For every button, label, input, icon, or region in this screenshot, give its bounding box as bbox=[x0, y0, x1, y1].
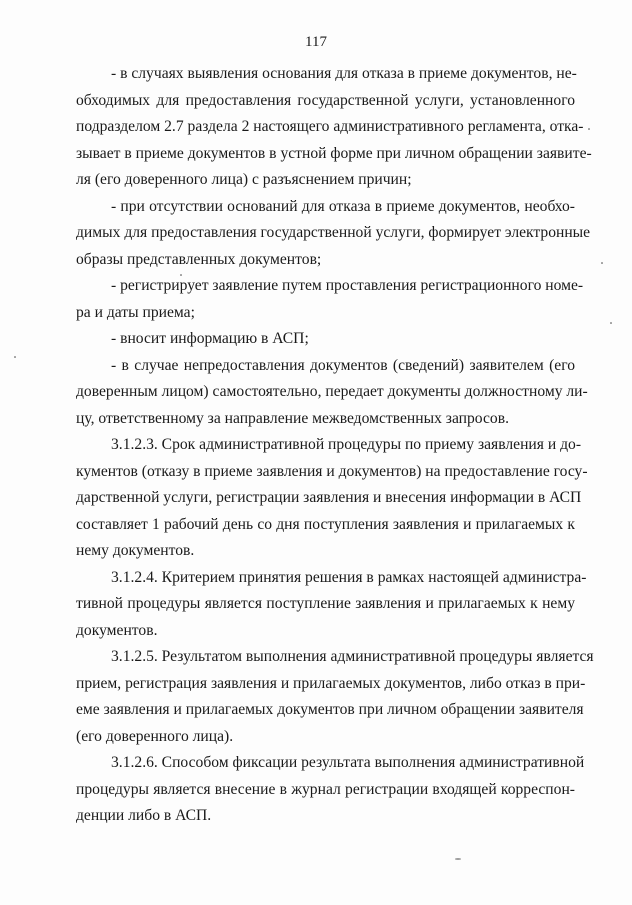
text-line: доверенным лицом) самостоятельно, передает документы должностному ли- bbox=[76, 383, 588, 400]
paragraph bbox=[76, 353, 588, 433]
scan-speck bbox=[601, 262, 603, 264]
text-line: процедуры является внесение в журнал регистрации входящей корреспон- bbox=[76, 780, 575, 798]
text-line: - в случае непредоставления документов (сведений) заявителем (его bbox=[111, 356, 575, 374]
text-line: димых для предоставления государственной услуги, формирует электронные bbox=[76, 224, 591, 241]
scan-speck bbox=[180, 274, 182, 276]
paragraph bbox=[76, 432, 588, 565]
page-number: 117 bbox=[305, 34, 327, 50]
text-line: подразделом 2.7 раздела 2 настоящего административного регламента, отка- bbox=[76, 118, 584, 135]
text-line: - регистрирует заявление путем проставления регистрационного номе- bbox=[111, 277, 584, 294]
text-line: составляет 1 рабочий день со дня поступления заявления и прилагаемых к bbox=[76, 515, 575, 533]
text-line: нему документов. bbox=[76, 542, 195, 559]
text-line: еме заявления и прилагаемых документов при личном обращении заявителя bbox=[76, 701, 584, 718]
text-line: 3.1.2.3. Срок административной процедуры по приему заявления и до- bbox=[111, 436, 582, 453]
text-line: прием, регистрация заявления и прилагаемых документов, либо отказ в при- bbox=[76, 674, 586, 692]
text-line: кументов (отказу в приеме заявления и документов) на предоставление госу- bbox=[76, 462, 588, 480]
text-line: - вносит информацию в АСП; bbox=[111, 330, 309, 347]
text-line: документов. bbox=[76, 621, 158, 639]
document-body bbox=[76, 61, 594, 830]
paragraph bbox=[76, 273, 584, 326]
text-line: обходимых для предоставления государственной услуги, установленного bbox=[76, 91, 575, 109]
scan-speck bbox=[455, 858, 461, 860]
text-line: 3.1.2.6. Способом фиксации результата выполнения административной bbox=[111, 754, 585, 771]
text-line: ля (его доверенного лица) с разъяснением причин; bbox=[76, 171, 412, 188]
text-line: дарственной услуги, регистрации заявления и внесения информации в АСП bbox=[76, 489, 582, 506]
paragraph bbox=[76, 565, 587, 645]
paragraph bbox=[76, 644, 594, 750]
scan-speck bbox=[588, 128, 590, 130]
scan-speck bbox=[14, 356, 16, 358]
paragraph bbox=[76, 61, 592, 194]
text-line: зывает в приеме документов в устной форме при личном обращении заявите- bbox=[76, 144, 592, 162]
text-line: цу, ответственному за направление межведомственных запросов. bbox=[76, 409, 509, 427]
text-line: тивной процедуры является поступление заявления и прилагаемых к нему bbox=[76, 595, 575, 612]
text-line: образы представленных документов; bbox=[76, 250, 322, 268]
text-line: - в случаях выявления основания для отказа в приеме документов, не- bbox=[111, 65, 577, 82]
text-line: - при отсутствии оснований для отказа в приеме документов, необхо- bbox=[111, 197, 575, 215]
text-line: денции либо в АСП. bbox=[76, 807, 212, 824]
scan-speck bbox=[610, 322, 612, 324]
paragraph bbox=[76, 194, 591, 274]
text-line: (его доверенного лица). bbox=[76, 727, 234, 745]
text-line: ра и даты приема; bbox=[76, 303, 195, 321]
paragraph bbox=[76, 750, 585, 830]
text-line: 3.1.2.5. Результатом выполнения административной процедуры является bbox=[111, 648, 594, 665]
text-line: 3.1.2.4. Критерием принятия решения в рамках настоящей администра- bbox=[111, 568, 587, 586]
paragraph bbox=[76, 326, 575, 353]
